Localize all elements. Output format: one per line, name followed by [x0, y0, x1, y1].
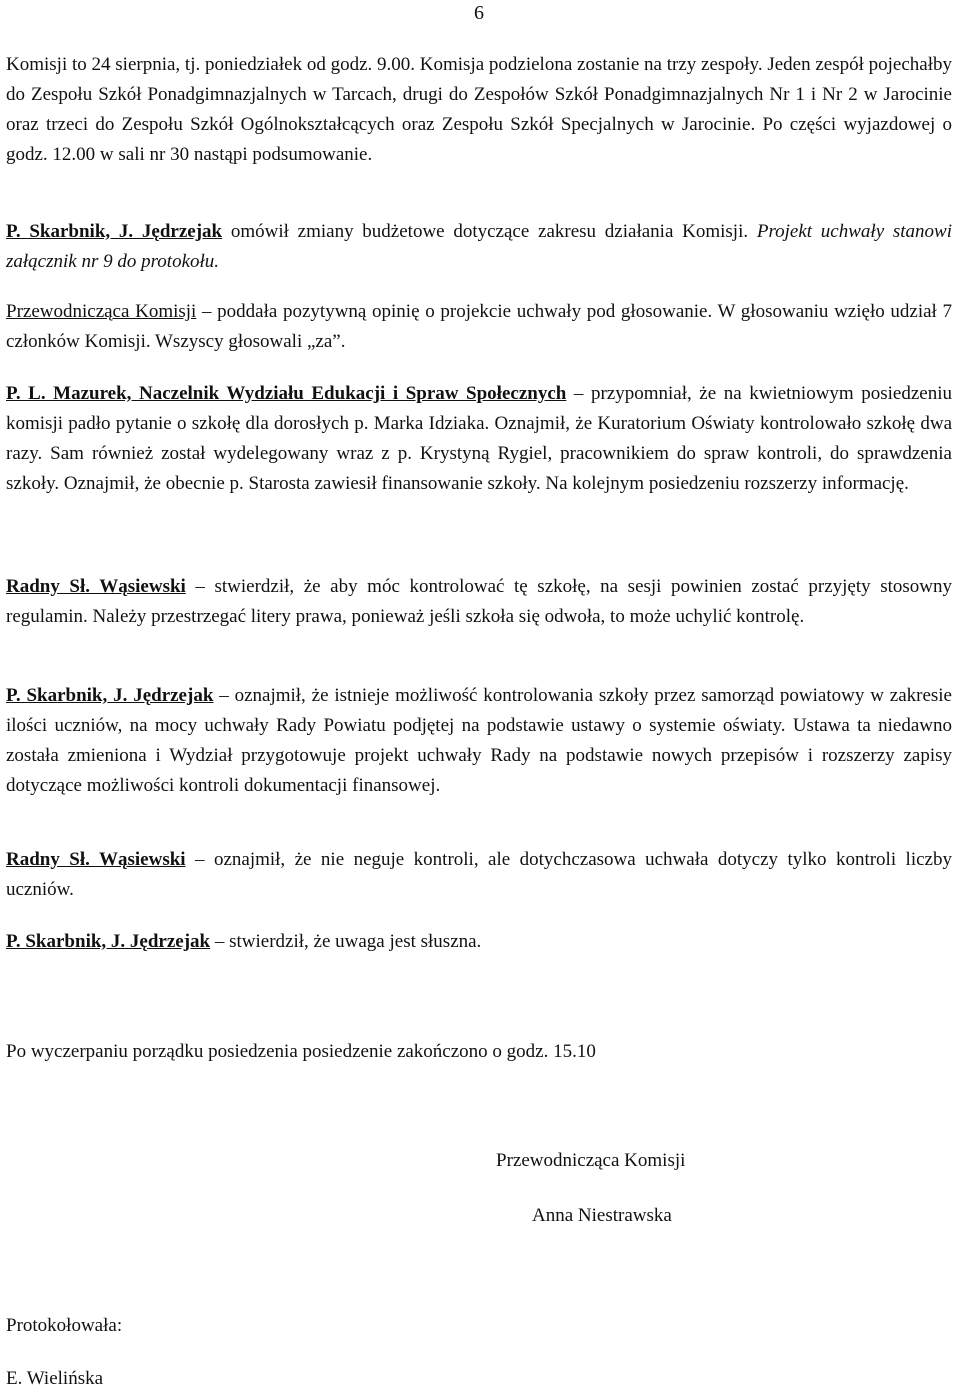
signature-name: Anna Niestrawska — [532, 1205, 672, 1226]
intro-text: Komisji to 24 sierpnia, tj. poniedziałek od godz. 9.00. Komisja podzielona zostanie na trzy zespoły. Jeden zespół pojechałby do Zespołu Szkół Ponadgimnazjalnych w Tarcach, drugi do Zespołów Szkół Ponadgimnazjalnych Nr 1 i Nr 2 w Jarocinie oraz trzeci do Zespołu Szkół Ogólnokształcących oraz Zespołu Szkół Specjalnych w Jarocinie. Po części wyjazdowej o godz. 12.00 w sali nr 30 nastąpi podsumowanie. — [6, 54, 952, 165]
wasiewski-text-2: – oznajmił, że nie neguje kontroli, ale dotychczasowa uchwała dotyczy tylko kontroli liczby uczniów. — [6, 849, 952, 900]
wasiewski-paragraph-1 — [6, 572, 952, 632]
skarbnik-paragraph-2 — [6, 681, 952, 801]
speaker-skarbnik: P. Skarbnik, J. Jędrzejak — [6, 685, 214, 706]
speaker-wasiewski: Radny Sł. Wąsiewski — [6, 576, 186, 597]
closing-text: Po wyczerpaniu porządku posiedzenia posiedzenie zakończono o godz. 15.10 — [6, 1041, 596, 1062]
recorder-label: Protokołowała: — [6, 1315, 123, 1336]
speaker-skarbnik: P. Skarbnik, J. Jędrzejak — [6, 221, 223, 242]
intro-paragraph — [6, 50, 952, 170]
wasiewski-text-1: – stwierdził, że aby móc kontrolować tę szkołę, na sesji powinien zostać przyjęty stosowny regulamin. Należy przestrzegać litery prawa, ponieważ jeśli szkoła się odwoła, to może uchylić kontrolę. — [6, 576, 952, 627]
attachment-note: Projekt uchwały stanowi załącznik nr 9 do protokołu. — [6, 221, 952, 272]
skarbnik-text-3: – stwierdził, że uwaga jest słuszna. — [210, 931, 482, 952]
mazurek-text: – przypomniał, że na kwietniowym posiedzeniu komisji padło pytanie o szkołę dla dorosłych p. Marka Idziaka. Oznajmił, że Kuratorium Oświaty kontrolowało szkołę dwa razy. Sam również został wydelegowany wraz z p. Krystyną Rygiel, pracownikiem do spraw kontroli, do sprawdzenia szkoły. Oznajmił, że obecnie p. Starosta zawiesił finansowanie szkoły. Na kolejnym posiedzeniu rozszerzy informację. — [6, 383, 952, 494]
speaker-wasiewski: Radny Sł. Wąsiewski — [6, 849, 186, 870]
wasiewski-paragraph-2 — [6, 845, 952, 905]
skarbnik-paragraph-3 — [6, 927, 952, 957]
budget-text: omówił zmiany budżetowe dotyczące zakresu działania Komisji. — [222, 221, 757, 242]
mazurek-paragraph — [6, 379, 952, 499]
budget-paragraph — [6, 217, 952, 277]
speaker-mazurek: P. L. Mazurek, Naczelnik Wydziału Edukacji i Spraw Społecznych — [6, 383, 567, 404]
skarbnik-text-2: – oznajmił, że istnieje możliwość kontrolowania szkoły przez samorząd powiatowy w zakresie ilości uczniów, na mocy uchwały Rady Powiatu podjętej na podstawie ustawy o systemie oświaty. Ustawa ta niedawno została zmieniona i Wydział przygotowuje projekt uchwały Rady na podstawie nowych przepisów i rozszerzy zapisy dotyczące możliwości kontroli dokumentacji finansowej. — [6, 685, 952, 796]
speaker-chairwoman: Przewodnicząca Komisji — [6, 301, 197, 322]
closing-paragraph — [6, 1037, 952, 1067]
recorder-name: E. Wielińska — [6, 1368, 104, 1389]
speaker-skarbnik: P. Skarbnik, J. Jędrzejak — [6, 931, 211, 952]
page-number: 6 — [474, 2, 484, 24]
opinion-text: – poddała pozytywną opinię o projekcie uchwały pod głosowanie. W głosowaniu wzięło udział 7 członków Komisji. Wszyscy głosowali „za”. — [6, 301, 952, 352]
signature-title: Przewodnicząca Komisji — [496, 1150, 686, 1171]
opinion-paragraph — [6, 297, 952, 357]
